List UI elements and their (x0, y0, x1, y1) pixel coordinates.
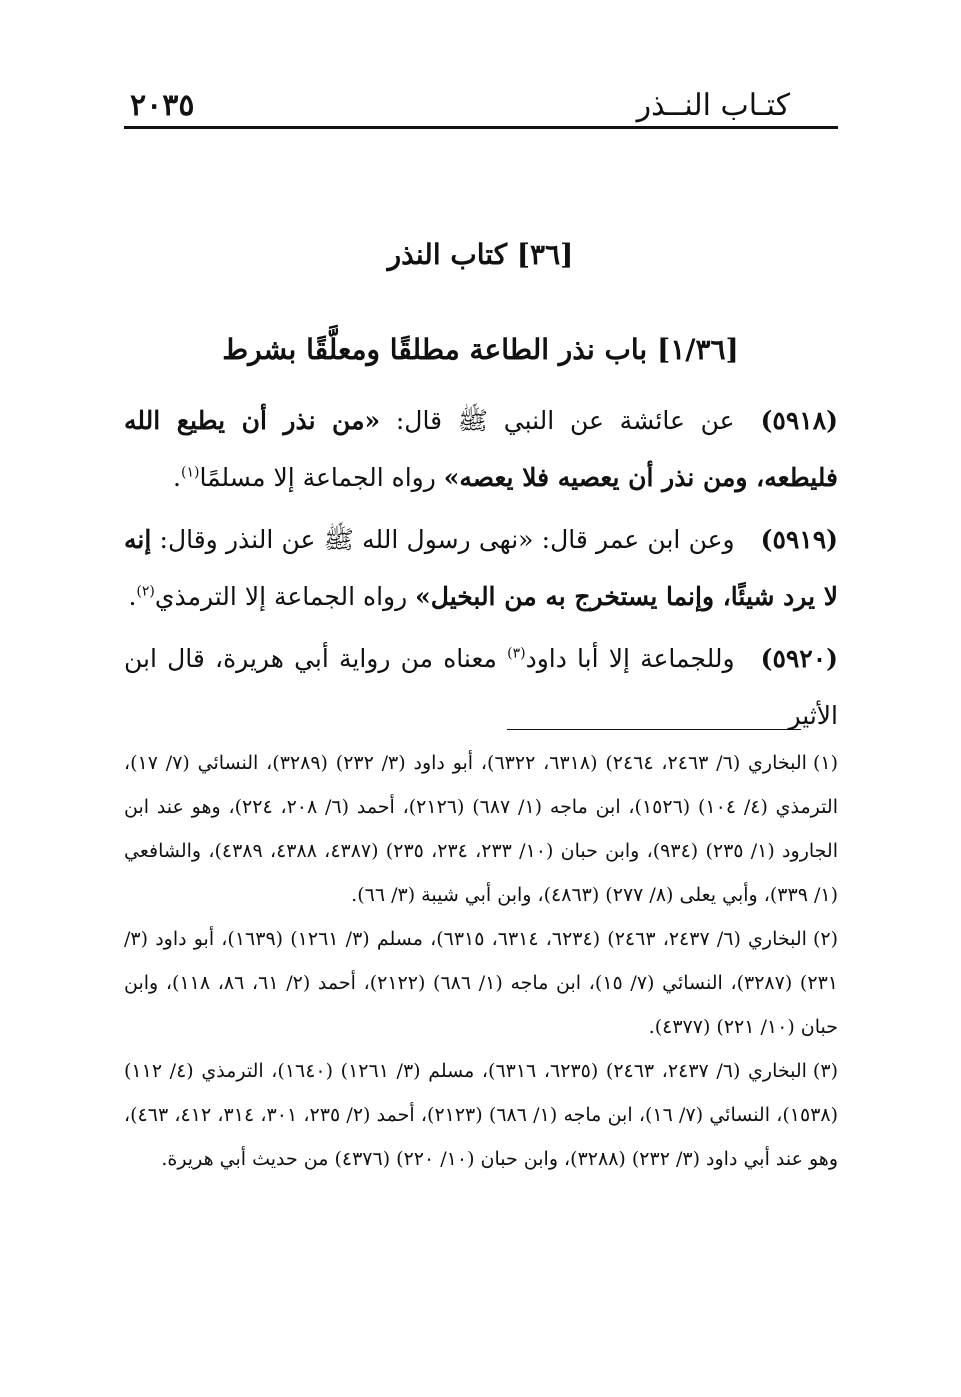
hadith-end: . (128, 582, 137, 611)
hadith-lead: عن عائشة عن النبي ﷺ قال: (380, 406, 735, 435)
hadith-number: (٥٩٢٠) (760, 644, 838, 673)
hadith-number: (٥٩١٨) (760, 406, 838, 435)
footnote-label: (٣) (812, 1060, 838, 1082)
hadith-lead: وللجماعة إلا أبا داود (525, 644, 735, 673)
section-title: [١/٣٦] باب نذر الطاعة مطلقًا ومعلَّقًا بشرط (222, 333, 739, 366)
footnote-text: البخاري (٦/ ٢٤٣٧، ٢٤٦٣) (٦٢٣٥، ٦٣١٦)، مسلم (٣/ ١٢٦١) (١٦٤٠)، الترمذي (٤/ ١١٢) (١٥٣٨)، النسائي (٧/ ١٦)، ابن ماجه (١/ ٦٨٦) (٢١٢٣)، أحمد (٢/ ٢٣٥، ٣٠١، ٣١٤، ٤١٢، ٤٦٣)، وهو عند أبي داود (٣/ ٢٣٢) (٣٢٨٨)، وابن حبان (١٠/ ٢٢٠) (٤٣٧٦) من حديث أبي هريرة. (124, 1060, 839, 1170)
hadith-5918 (124, 392, 838, 506)
footnotes (124, 741, 838, 1181)
footnote-3 (124, 1049, 838, 1181)
hadith-text: معناه من رواية أبي هريرة، قال ابن الأثير (124, 644, 838, 730)
hadith-quote: إنه لا يرد شيئًا، وإنما يستخرج به من البخيل» (124, 525, 838, 611)
hadith-lead: وعن ابن عمر قال: «نهى رسول الله ﷺ عن النذر وقال: (151, 525, 735, 554)
main-text (124, 392, 838, 749)
footnote-1 (124, 741, 838, 917)
footnote-2 (124, 917, 838, 1049)
page-number: ٢٠٣٥ (130, 88, 195, 123)
hadith-end: . (173, 463, 181, 492)
footnote-text: البخاري (٦/ ٢٤٣٧، ٢٤٦٣) (٦٢٣٤، ٦٣١٤، ٦٣١٥)، مسلم (٣/ ١٢٦١) (١٦٣٩)، أبو داود (٣/ ٢٣١) (٣٢٨٧)، النسائي (٧/ ١٥)، ابن ماجه (١/ ٦٨٦) (٢١٢٢)، أحمد (٢/ ٦١، ٨٦، ١١٨)، وابن حبان (١٠/ ٢٢١) (٤٣٧٧). (124, 928, 838, 1038)
page-header (124, 86, 838, 129)
hadith-attribution: رواه الجماعة إلا الترمذي (154, 582, 416, 611)
hadith-attribution: رواه الجماعة إلا مسلمًا (199, 463, 444, 492)
footnote-ref: (٣) (507, 645, 526, 662)
running-title: كتـاب النــذر (636, 88, 790, 123)
footnote-label: (٢) (812, 928, 839, 950)
footnote-label: (١) (812, 752, 839, 774)
footnote-ref: (٢) (136, 583, 155, 600)
hadith-number: (٥٩١٩) (760, 525, 838, 554)
hadith-quote: «من نذر أن يطيع الله فليطعه، ومن نذر أن يعصيه فلا يعصه» (124, 406, 838, 492)
footnote-separator (507, 729, 801, 730)
hadith-5919 (124, 511, 838, 625)
chapter-title: [٣٦] كتاب النذر (387, 238, 574, 271)
hadith-5920 (124, 630, 838, 744)
footnote-text: البخاري (٦/ ٢٤٦٣، ٢٤٦٤) (٦٣١٨، ٦٣٢٢)، أبو داود (٣/ ٢٣٢) (٣٢٨٩)، النسائي (٧/ ١٧)، الترمذي (٤/ ١٠٤) (١٥٢٦)، ابن ماجه (١/ ٦٨٧) (٢١٢٦)، أحمد (٦/ ٢٠٨، ٢٢٤)، وهو عند ابن الجارود (١/ ٢٣٥) (٩٣٤)، وابن حبان (١٠/ ٢٣٣، ٢٣٤، ٢٣٥) (٤٣٨٧، ٤٣٨٨، ٤٣٨٩)، والشافعي (١/ ٣٣٩)، وأبي يعلى (٨/ ٢٧٧) (٤٨٦٣)، وابن أبي شيبة (٣/ ٦٦). (124, 752, 838, 906)
footnote-ref: (١) (180, 464, 200, 481)
